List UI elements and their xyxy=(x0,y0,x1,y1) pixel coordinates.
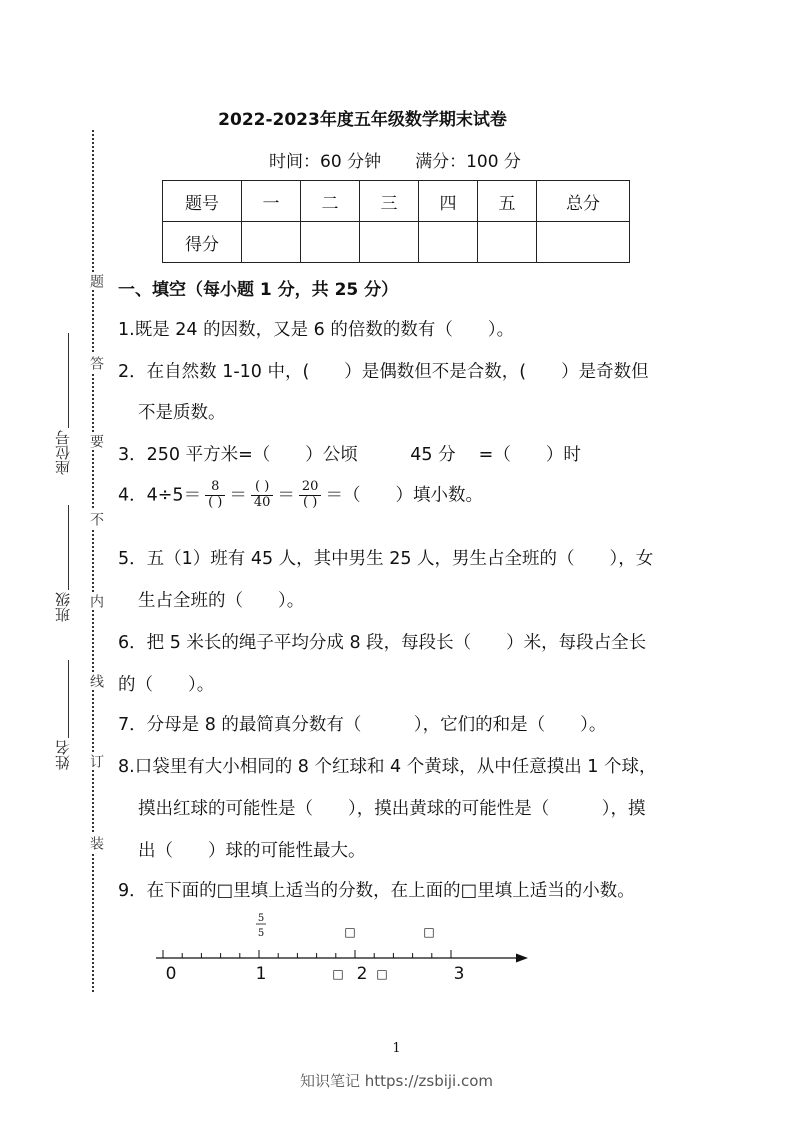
class-label: 班级 xyxy=(54,592,72,622)
question-2-line-1: 2．在自然数 1-10 中，( ）是偶数但不是合数，( ）是奇数但 xyxy=(118,362,649,382)
name-label: 姓名 xyxy=(54,740,72,770)
tick-label: 3 xyxy=(453,964,465,984)
score-cell xyxy=(360,222,419,263)
question-5-line-2: 生占全班的（ ）。 xyxy=(138,591,305,611)
question-6-line-2: 的（ ）。 xyxy=(118,675,215,695)
question-6-line-1: 6．把 5 米长的绳子平均分成 8 段，每段长（ ）米，每段占全长 xyxy=(118,633,647,653)
header-cell: 二 xyxy=(301,181,360,222)
question-2-line-2: 不是质数。 xyxy=(138,403,226,423)
equals-sign: ＝ xyxy=(277,485,295,506)
header-cell: 四 xyxy=(419,181,478,222)
seat-number-blank xyxy=(68,333,69,428)
question-8-line-1: 8.口袋里有大小相同的 8 个红球和 4 个黄球，从中任意摸出 1 个球， xyxy=(118,757,657,777)
score-cell xyxy=(419,222,478,263)
header-cell: 三 xyxy=(360,181,419,222)
top-fraction-numerator: 5 xyxy=(257,913,265,924)
header-cell: 总分 xyxy=(537,181,630,222)
score-cell xyxy=(537,222,630,263)
seal-char: 订 xyxy=(88,754,104,768)
tick-label: 0 xyxy=(165,964,177,984)
page-number: 1 xyxy=(392,1041,401,1056)
seal-char: 内 xyxy=(88,594,104,608)
header-cell: 五 xyxy=(478,181,537,222)
fraction-denominator: ( ) xyxy=(208,494,223,510)
row-label-cell: 得分 xyxy=(163,222,242,263)
tick-label: 2 xyxy=(356,964,368,984)
seal-char: 题 xyxy=(88,274,104,288)
question-4 xyxy=(118,480,483,511)
score-table-score-row xyxy=(163,222,630,263)
exam-info: 时间：60 分钟 满分：100 分 xyxy=(269,152,521,172)
question-7: 7．分母是 8 的最简真分数有（ ），它们的和是（ ）。 xyxy=(118,715,607,735)
question-5-line-1: 5．五（1）班有 45 人，其中男生 25 人，男生占全班的（ ），女 xyxy=(118,549,654,569)
question-3: 3．250 平方米=（ ）公顷 45 分 =（ ）时 xyxy=(118,445,581,465)
question-1: 1.既是 24 的因数，又是 6 的倍数的数有（ ）。 xyxy=(118,320,515,340)
question-4-suffix: ＝（ ）填小数。 xyxy=(325,485,483,506)
bottom-answer-box: □ xyxy=(376,967,388,981)
question-8-line-3: 出（ ）球的可能性最大。 xyxy=(138,841,366,861)
question-9: 9．在下面的□里填上适当的分数，在上面的□里填上适当的小数。 xyxy=(118,881,635,901)
tick-label: 1 xyxy=(255,964,267,984)
binding-dotted-line xyxy=(92,130,94,992)
fraction xyxy=(299,480,322,511)
question-8-line-2: 摸出红球的可能性是（ ），摸出黄球的可能性是（ ），摸 xyxy=(138,799,646,819)
top-answer-box: □ xyxy=(423,925,435,939)
fraction xyxy=(251,480,274,511)
score-table xyxy=(162,180,630,263)
fraction-denominator: 40 xyxy=(253,494,271,510)
seat-number-label: 座位号 xyxy=(54,430,72,475)
fraction xyxy=(205,480,225,511)
header-cell: 题号 xyxy=(163,181,242,222)
section-heading: 一、填空（每小题 1 分，共 25 分） xyxy=(118,280,399,300)
footer-watermark: 知识笔记 https://zsbiji.com xyxy=(299,1072,494,1090)
seal-char: 答 xyxy=(88,356,104,370)
bottom-answer-box: □ xyxy=(332,967,344,981)
question-4-prefix: 4．4÷5＝ xyxy=(118,485,202,506)
fraction-denominator: ( ) xyxy=(303,494,318,510)
fraction-numerator: ( ) xyxy=(251,480,274,496)
top-answer-box: □ xyxy=(344,925,356,939)
top-fraction-denominator: 5 xyxy=(257,928,265,939)
seal-char: 不 xyxy=(88,512,104,526)
score-cell xyxy=(478,222,537,263)
score-cell xyxy=(242,222,301,263)
fraction-numerator: 8 xyxy=(205,480,225,496)
tick-marks xyxy=(163,950,451,958)
seal-char: 要 xyxy=(88,434,104,448)
page-title: 2022-2023年度五年级数学期末试卷 xyxy=(218,110,507,130)
class-blank xyxy=(68,505,69,590)
number-line xyxy=(150,905,540,987)
name-blank xyxy=(68,660,69,738)
arrow-head-icon xyxy=(516,954,528,963)
seal-char: 装 xyxy=(88,836,104,850)
score-table-header-row xyxy=(163,181,630,222)
equals-sign: ＝ xyxy=(229,485,247,506)
header-cell: 一 xyxy=(242,181,301,222)
fraction-numerator: 20 xyxy=(299,480,322,496)
seal-char: 线 xyxy=(88,674,104,688)
score-cell xyxy=(301,222,360,263)
